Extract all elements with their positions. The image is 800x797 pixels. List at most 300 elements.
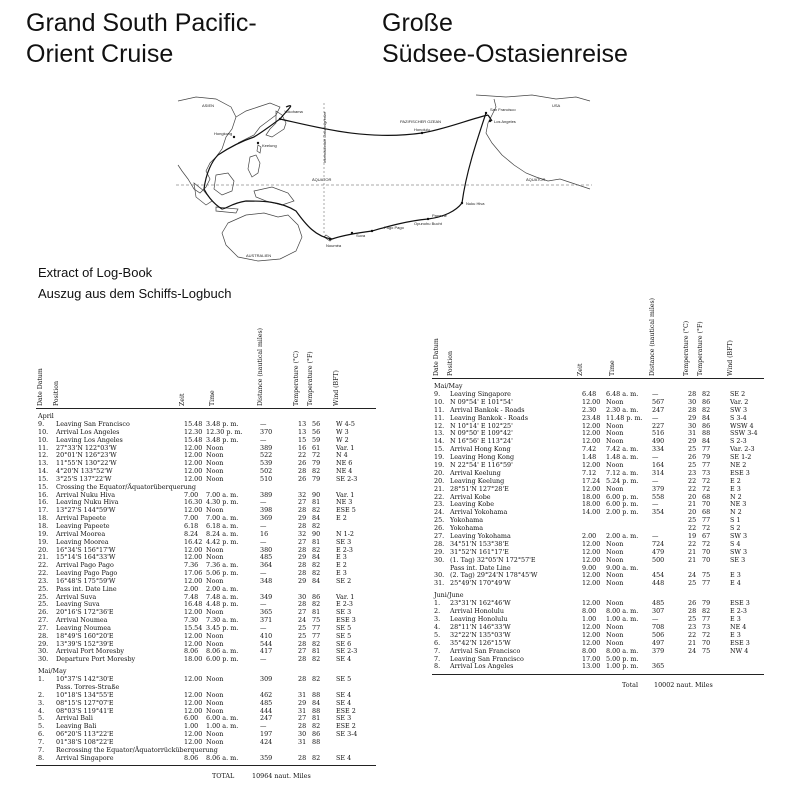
log-cell: ESE 2 [336,706,356,715]
log-cell: 3. [38,698,45,707]
log-cell: Yokohama [450,524,484,533]
log-column-header: Zeit [179,393,186,406]
log-cell: 79 [312,459,321,468]
log-cell: 12.00 [184,639,203,648]
log-cell: 522 [260,451,273,460]
log-cell: 27 [298,714,307,723]
log-cell: 30. [38,647,49,656]
log-cell: 307 [652,607,665,616]
log-column-header: Zeit [577,363,584,376]
log-cell: Noon [206,467,224,476]
log-cell: SE 1-2 [730,453,752,462]
log-cell: E 3 [730,615,741,624]
log-cell: 485 [260,698,273,707]
log-cell: 6.00 [184,714,199,723]
log-cell: 82 [702,607,711,616]
title-german-line-2: Südsee-Ostasienreise [382,40,628,68]
log-cell: 314 [652,468,665,477]
log-cell: 16°34'S 156°17'W [56,545,116,554]
log-cell: 26. [434,524,445,533]
log-cell: 26 [298,474,307,483]
log-cell: 5. [38,714,45,723]
log-cell: 19. [38,537,49,546]
log-cell: 27 [298,608,307,617]
log-cell: SE 6 [336,639,352,648]
log-cell: Leaving Hong Kong [450,453,515,462]
log-cell: 9. [38,420,45,428]
log-cell: 12.30 p. m. [206,427,243,436]
log-cell: Arrival Papeete [56,514,107,523]
log-cell: Noon [206,675,224,684]
log-cell: 28 [688,607,697,616]
log-cell: W 2 [336,435,349,444]
port-markers [233,112,491,240]
log-cell: 12.00 [582,461,601,470]
log-cell: 19 [688,532,697,541]
log-table-right [432,297,764,693]
log-cell: 27 [298,647,307,656]
log-cell: 1.00 a. m. [206,722,239,731]
log-cell: 25 [298,623,307,632]
log-cell: SE 3-4 [336,730,358,739]
log-cell: 19. [38,529,49,538]
log-cell: 25. [38,584,49,593]
log-cell: (1. Tag) 32°05'N 172°57'E [450,555,536,564]
log-cell: 25 [688,461,697,470]
log-cell: Arrival Yokohama [450,508,508,517]
log-column-header: Wind (BFT) [333,370,340,406]
title-german [382,8,628,70]
log-cell: 77 [702,461,711,470]
log-cell: N 16°56' E 113°24' [450,437,513,446]
log-cell: 82 [312,722,321,731]
log-cell: 68 [702,508,711,517]
log-cell: 31 [298,706,307,715]
log-total-value: 10002 naut. Miles [654,681,713,690]
log-cell: — [260,722,267,731]
log-cell: 22 [688,630,697,639]
log-cell: 84 [312,576,321,585]
log-cell: 26 [298,459,307,468]
log-cell: N 2 [730,492,742,501]
log-cell: 4. [38,706,45,715]
log-cell: 6.00 p. m. [606,492,639,501]
log-cell: 365 [652,662,665,671]
log-cell: 27 [298,537,307,546]
log-cell: SE 2 [336,576,352,585]
log-cell: Leaving Honolulu [450,615,508,624]
log-cell: 84 [702,413,711,422]
log-cell: 15. [38,474,49,483]
log-cell: Leaving Los Angeles [56,435,123,444]
log-cell: 12.00 [184,506,203,515]
log-cell: 6.00 p. m. [206,655,239,664]
log-cell: 12.00 [582,555,601,564]
log-cell: Arrival Noumea [56,616,108,625]
log-cell: 82 [312,639,321,648]
log-cell: 20. [434,476,445,485]
log-cell: 08°03'S 119°41'E [56,706,114,715]
log-cell: 15. [434,445,445,454]
log-cell: 371 [260,616,273,625]
log-cell: 22. [38,561,49,570]
log-cell: N 4 [336,451,348,460]
log-cell: 81 [312,608,321,617]
log-cell: 18.00 [582,500,601,509]
log-cell: SW 3 [730,547,748,556]
log-cell: 86 [312,730,321,739]
log-cell: — [260,623,267,632]
log-cell: 16.42 [184,537,203,546]
log-cell: 32 [298,490,307,499]
log-cell: Noon [206,459,224,468]
log-cell: Arrival Bankok - Roads [450,405,525,414]
log-cell: 3. [434,615,441,624]
log-cell: 08°15'S 127°07'E [56,698,114,707]
log-cell: 72 [702,539,711,548]
log-cell: 13. [434,429,445,438]
log-total-value: 10964 naut. Miles [252,772,311,781]
log-cell: Noon [606,555,624,564]
log-cell: 7. [38,745,45,754]
log-cell: 77 [702,445,711,454]
log-cell: 12.00 [582,437,601,446]
log-cell: SE 5 [336,631,352,640]
log-cell: 82 [312,561,321,570]
log-cell: Arrival Nuku Hiva [56,490,116,499]
log-cell: 454 [652,571,665,580]
map-label-nuku-hiva: Nuku Hiva [466,201,485,206]
log-cell: Var. 2-3 [730,445,755,454]
log-cell: 26 [688,453,697,462]
log-cell: 70 [702,500,711,509]
log-column-header: Temperature (°C) [683,320,690,376]
log-cell: 28 [298,655,307,664]
log-cell: 28 [298,521,307,530]
log-cell: 30 [688,397,697,406]
log-cell: N 09°54' E 101°54' [450,397,513,406]
log-cell: 12.00 [582,571,601,580]
map-label-equator-east: ÄQUATOR [526,177,546,182]
log-cell: 380 [260,545,273,554]
log-cell: Noon [206,506,224,515]
log-cell: Leaving Singapore [450,390,511,398]
log-cell: Noon [606,630,624,639]
log-cell: 29 [298,698,307,707]
log-cell: 6.18 a. m. [206,521,239,530]
log-cell: Noon [206,443,224,452]
log-cell: 12.00 [184,737,203,746]
log-cell: NE 6 [336,459,353,468]
log-cell: 29 [688,437,697,446]
log-cell: Noon [606,579,624,588]
log-cell: 8.00 [582,607,597,616]
log-cell: 506 [652,630,665,639]
log-cell: Noon [606,437,624,446]
log-month-label: Juni/June [434,591,464,600]
log-cell: 510 [260,474,273,483]
log-cell: 5.06 p. m. [206,569,239,578]
log-cell: 28 [688,390,697,398]
log-cell: Arrival Suva [56,592,97,601]
log-cell: Pass int. Date Line [56,584,117,593]
log-cell: 8.00 [582,646,597,655]
log-cell: 247 [652,405,665,414]
log-cell: 7. [434,654,441,663]
log-cell: 88 [312,737,321,746]
log-cell: — [260,537,267,546]
log-cell: 22 [688,539,697,548]
log-cell: NE 3 [730,500,747,509]
log-cell: — [260,420,267,428]
log-cell: 88 [312,690,321,699]
log-cell: 31 [688,429,697,438]
log-cell: 17.24 [582,476,601,485]
log-cell: 77 [702,615,711,624]
log-cell: 516 [652,429,665,438]
log-cell: 84 [312,698,321,707]
log-cell: Leaving San Francisco [450,654,524,663]
log-cell: 12.00 [582,579,601,588]
log-cell: 8.00 a. m. [606,607,639,616]
log-cell: Noon [206,474,224,483]
log-cell: 29 [298,514,307,523]
log-cell: 7.42 a. m. [606,445,639,454]
log-cell: 12.00 [184,608,203,617]
log-cell: Arrival Pago Pago [56,561,114,570]
log-cell: ESE 3 [730,638,750,647]
log-cell: Arrival Kobe [450,492,491,501]
log-cell: E 4 [730,579,741,588]
log-cell: 389 [260,443,273,452]
log-cell: 13 [298,420,307,428]
log-cell: SE 3 [336,714,352,723]
log-cell: 56 [312,427,321,436]
log-cell: SE 4 [336,655,352,664]
log-cell: 75 [702,571,711,580]
log-cell: 86 [312,592,321,601]
log-cell: 20. [434,468,445,477]
log-cell: 417 [260,647,273,656]
log-cell: Leaving Noumea [56,623,111,632]
log-cell: SE 3 [730,555,746,564]
log-cell: Arrival Los Angeles [450,662,514,671]
log-cell: 7.00 [184,514,199,523]
log-cell: 18. [38,514,49,523]
log-column-header: Position [53,381,60,406]
log-cell: 30. [38,655,49,664]
log-cell: ESE 3 [730,468,750,477]
log-cell: 16 [260,529,269,538]
log-cell: 14. [434,437,445,446]
log-cell: Var. 1 [336,592,355,601]
log-cell: SE 2-3 [336,647,358,656]
log-cell: 90 [312,529,321,538]
log-cell: 77 [702,579,711,588]
log-cell: 7.00 a. m. [206,490,239,499]
log-cell: 84 [702,437,711,446]
log-cell: 82 [312,467,321,476]
log-cell: 11°55'N 130°22'W [56,459,117,468]
log-cell: 18.00 [582,492,601,501]
log-cell: 35°42'N 126°15'W [450,638,511,647]
log-row [432,663,764,671]
log-cell: Leaving Kobe [450,500,495,509]
log-cell: 70 [702,638,711,647]
log-cell: 1. [38,675,45,684]
log-cell: Noon [206,706,224,715]
log-cell: Noon [606,547,624,556]
log-cell: 16.48 [184,600,203,609]
log-cell: 500 [652,555,665,564]
log-cell: Noon [206,631,224,640]
log-column-header: Temperature (°F) [307,351,314,406]
log-cell: 379 [652,484,665,493]
log-cell: 28°51'N 127°28'E [450,484,509,493]
log-cell: 11. [434,413,445,422]
log-cell: 348 [260,576,273,585]
log-cell: 7.36 [184,561,199,570]
log-cell: 369 [260,514,273,523]
log-cell: Noon [206,545,224,554]
log-cell: 12.00 [184,631,203,640]
log-cell: 15.48 [184,435,203,444]
log-cell: 558 [652,492,665,501]
log-cell: E 3 [336,553,347,562]
log-cell: SE 5 [336,675,352,684]
log-cell: 30 [298,592,307,601]
log-cell: NE 3 [336,498,353,507]
route-map [176,93,592,265]
log-cell: S 4 [730,539,741,548]
log-cell: 462 [260,690,273,699]
log-cell: 2.00 p. m. [606,508,639,517]
log-cell: 30 [298,730,307,739]
log-cell: SE 4 [336,690,352,699]
log-cell: 12.00 [582,622,601,631]
log-cell: 13 [298,427,307,436]
log-cell: ESE 3 [730,599,750,608]
log-cell: 18. [38,521,49,530]
log-cell: 73 [702,468,711,477]
log-cell: 410 [260,631,273,640]
log-cell: 12.00 [582,421,601,430]
log-cell: 82 [312,545,321,554]
log-cell: 8.24 [184,529,199,538]
map-label-los-angeles: Los Angeles [494,119,516,124]
log-cell: — [652,390,659,398]
log-cell: 23. [434,500,445,509]
log-cell: 10. [38,435,49,444]
log-cell: Noon [606,397,624,406]
log-cell: 16. [38,498,49,507]
log-cell: 28 [298,467,307,476]
log-cell: 12.00 [184,675,203,684]
log-cell: 8.06 [184,753,199,762]
log-cell: Noon [606,571,624,580]
log-cell: 8. [38,753,45,762]
log-cell: 31. [434,579,445,588]
log-cell: S 2 [730,524,741,533]
log-cell: 27. [38,623,49,632]
log-cell: — [260,655,267,664]
log-cell: Leaving Moorea [56,537,109,546]
log-cell: 28 [298,506,307,515]
log-cell: 359 [260,753,273,762]
log-cell: 82 [312,506,321,515]
log-cell: 18.00 [184,655,203,664]
title-english-line-2: Orient Cruise [26,40,174,68]
log-cell: Arrival Honolulu [450,607,504,616]
log-cell: 365 [260,608,273,617]
log-header-rule [432,378,764,379]
log-cell: Noon [206,737,224,746]
log-cell: 6.48 [582,390,597,398]
log-cell: 25 [688,445,697,454]
log-cell: 28 [688,405,697,414]
log-cell: W 3 [336,427,349,436]
log-cell: 25. [38,592,49,601]
log-cell: Leaving Bali [56,722,97,731]
log-cell: 12.30 [184,427,203,436]
log-cell: 86 [702,397,711,406]
log-cell: 7.00 [184,490,199,499]
log-cell: Noon [206,690,224,699]
map-label-pacific: PAZIFISCHER OZEAN [400,119,442,124]
log-cell: 30. [434,555,445,564]
log-cell: 82 [312,600,321,609]
log-column-header: Date Datum [37,368,44,406]
log-cell: N 1-2 [336,529,354,538]
log-cell: Var. 1 [336,443,355,452]
log-cell: Departure Port Moresby [56,655,136,664]
log-cell: 81 [312,537,321,546]
log-cell: 19. [434,453,445,462]
subtitle-german: Auszug aus dem Schiffs-Logbuch [38,286,232,301]
log-cell: 32 [298,529,307,538]
map-label-asia: ASIEN [202,103,215,108]
log-cell: Arrival San Francisco [450,646,521,655]
map-label-san-francisco: San Francisco [490,107,516,112]
log-cell: 29. [38,639,49,648]
log-cell: 10°37'S 142°30'E [56,675,114,684]
log-cell: 17. [38,506,49,515]
log-cell: E 2-3 [336,600,353,609]
log-cell: Pass. Torres-Straße [56,683,120,691]
log-cell: 59 [312,435,321,444]
log-cell: 364 [260,561,273,570]
log-cell: SE 2-3 [336,474,358,483]
log-cell: 28 [298,639,307,648]
log-cell: 28. [434,539,445,548]
log-cell: SSW 3-4 [730,429,758,438]
log-cell: Leaving Suva [56,600,100,609]
map-label-hongkong: Hongkong [214,131,233,136]
log-cell: 539 [260,459,273,468]
log-column-header: Position [447,351,454,376]
log-cell: 1.00 a. m. [606,615,639,624]
log-cell: 82 [312,753,321,762]
log-cell: 29 [298,553,307,562]
log-cell: 20 [688,492,697,501]
log-cell: 485 [260,553,273,562]
log-cell: 2. [434,607,441,616]
log-cell: 4. [434,622,441,631]
map-label-usa: USA [552,103,561,108]
log-cell: 24 [688,646,697,655]
log-cell: 70 [702,547,711,556]
log-cell: 309 [260,675,273,684]
